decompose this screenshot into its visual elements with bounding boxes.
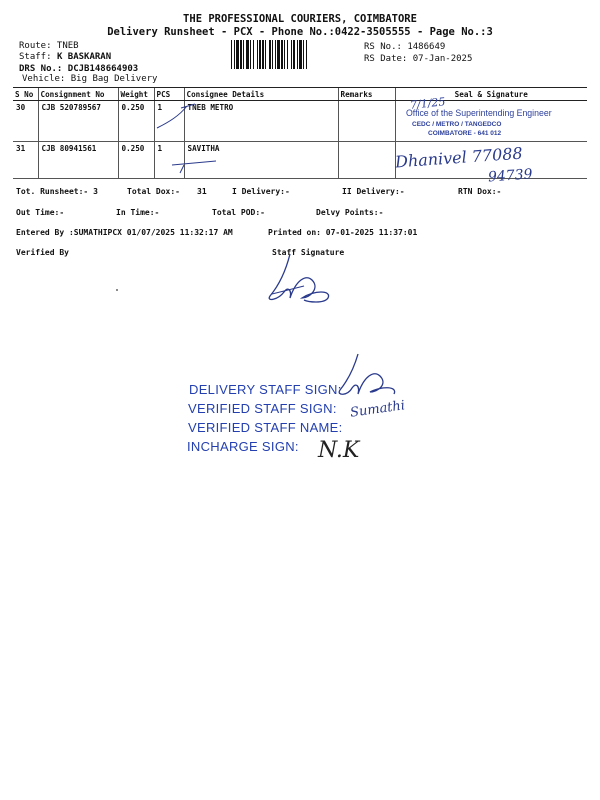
barcode-bar [291, 40, 292, 69]
barcode-bar [259, 40, 261, 69]
tot-runsheet: Tot. Runsheet:- 3 [16, 187, 98, 196]
staff-signature-label: Staff Signature [272, 248, 345, 257]
cell-weight: 0.250 [118, 142, 154, 179]
cell-remarks [338, 101, 395, 142]
cell-consignment: CJB 520789567 [38, 101, 118, 142]
staff-value: K BASKARAN [56, 52, 112, 62]
cell-sno: 30 [13, 101, 38, 142]
barcode-bar [262, 40, 264, 69]
rtn-dox: RTN Dox:- [458, 187, 502, 196]
receiver-handwriting: Dhanivel 77088 [394, 143, 524, 172]
verified-by: Verified By [16, 248, 69, 257]
drs-field [19, 64, 138, 74]
out-time: Out Time:- [16, 208, 65, 217]
barcode-bar [275, 40, 276, 69]
barcode-bar [297, 40, 298, 69]
rs-date: RS Date: 07-Jan-2025 [364, 54, 473, 64]
ii-delivery: II Delivery:- [342, 187, 405, 196]
col-consignee: Consignee Details [184, 88, 338, 101]
drs-label: DRS No.: [19, 64, 63, 74]
barcode [231, 40, 354, 69]
cell-consignee: SAVITHA [184, 142, 338, 179]
total-pod: Total POD:- [212, 208, 265, 217]
col-remarks: Remarks [338, 88, 395, 101]
i-delivery: I Delivery:- [232, 187, 290, 196]
incharge-handwriting: N.K [318, 438, 360, 463]
barcode-bar [253, 40, 254, 69]
stamp-delivery-staff-sign: DELIVERY STAFF SIGN: [189, 382, 342, 397]
barcode-bar [236, 40, 239, 69]
barcode-bar [257, 40, 258, 69]
barcode-bar [234, 40, 235, 69]
rs-number: RS No.: 1486649 [364, 42, 446, 52]
route-label: Route: TNEB [19, 41, 79, 51]
cell-sno: 31 [13, 142, 38, 179]
in-time: In Time:- [116, 208, 160, 217]
delvy-points: Delvy Points:- [316, 208, 384, 217]
staff-field [19, 52, 111, 62]
barcode-bar [243, 40, 244, 69]
col-weight: Weight [118, 88, 154, 101]
seal-date-handwriting: 7/1/25 [409, 95, 446, 112]
seal-dept: CEDC / METRO / TANGEDCO [412, 121, 502, 128]
printed-on: Printed on: 07-01-2025 11:37:01 [268, 228, 418, 237]
barcode-bar [293, 40, 295, 69]
barcode-bar [287, 40, 288, 69]
barcode-bar [284, 40, 285, 69]
barcode-bar [250, 40, 251, 69]
pen-stroke [155, 100, 225, 130]
total-dox-value: 31 [197, 187, 207, 196]
stray-dot [116, 289, 118, 291]
drs-value: DCJB148664903 [67, 64, 139, 74]
vehicle-label: Vehicle: Big Bag Delivery [22, 74, 158, 84]
barcode-bar [231, 40, 232, 69]
barcode-bar [306, 40, 307, 69]
col-pcs: PCS [154, 88, 184, 101]
cell-consignment: CJB 80941561 [38, 142, 118, 179]
barcode-bar [265, 40, 266, 69]
stamp-incharge-sign: INCHARGE SIGN: [187, 439, 299, 454]
col-consignment: Consignment No [38, 88, 118, 101]
stamp-verified-staff-name: VERIFIED STAFF NAME: [188, 420, 343, 435]
staff-label: Staff: [19, 52, 52, 62]
barcode-bar [240, 40, 242, 69]
table-header-row [13, 88, 587, 101]
cell-remarks [338, 142, 395, 179]
pen-stroke [170, 155, 230, 175]
barcode-bar [303, 40, 304, 69]
verified-staff-handwriting: Sumathi [349, 398, 406, 421]
total-dox-label: Total Dox:- [127, 187, 180, 196]
cell-pcs: 1 [154, 142, 184, 179]
cell-pcs: 1 [154, 101, 184, 142]
barcode-bar [281, 40, 283, 69]
stamp-verified-staff-sign: VERIFIED STAFF SIGN: [188, 401, 337, 416]
seal-city: COIMBATORE - 641 012 [428, 130, 502, 137]
barcode-bar [277, 40, 280, 69]
barcode-bar [299, 40, 302, 69]
cell-weight: 0.250 [118, 101, 154, 142]
seal-office: Office of the Superintending Engineer [406, 108, 552, 119]
runsheet-subtitle: Delivery Runsheet - PCX - Phone No.:0422-3505555 - Page No.:3 [107, 26, 493, 38]
entered-by: Entered By :SUMATHIPCX 01/07/2025 11:32:17 AM [16, 228, 233, 237]
receiver-phone-handwriting: 94739 [487, 166, 534, 186]
barcode-bar [269, 40, 271, 69]
barcode-bar [246, 40, 249, 69]
barcode-bar [272, 40, 273, 69]
col-seal: Seal & Signature [395, 88, 587, 101]
col-sno: S No [13, 88, 38, 101]
delivery-signature-scribble [334, 352, 404, 402]
cell-consignee: TNEB METRO [184, 101, 338, 142]
staff-signature-scribble [262, 250, 344, 310]
company-title: THE PROFESSIONAL COURIERS, COIMBATORE [183, 13, 417, 25]
